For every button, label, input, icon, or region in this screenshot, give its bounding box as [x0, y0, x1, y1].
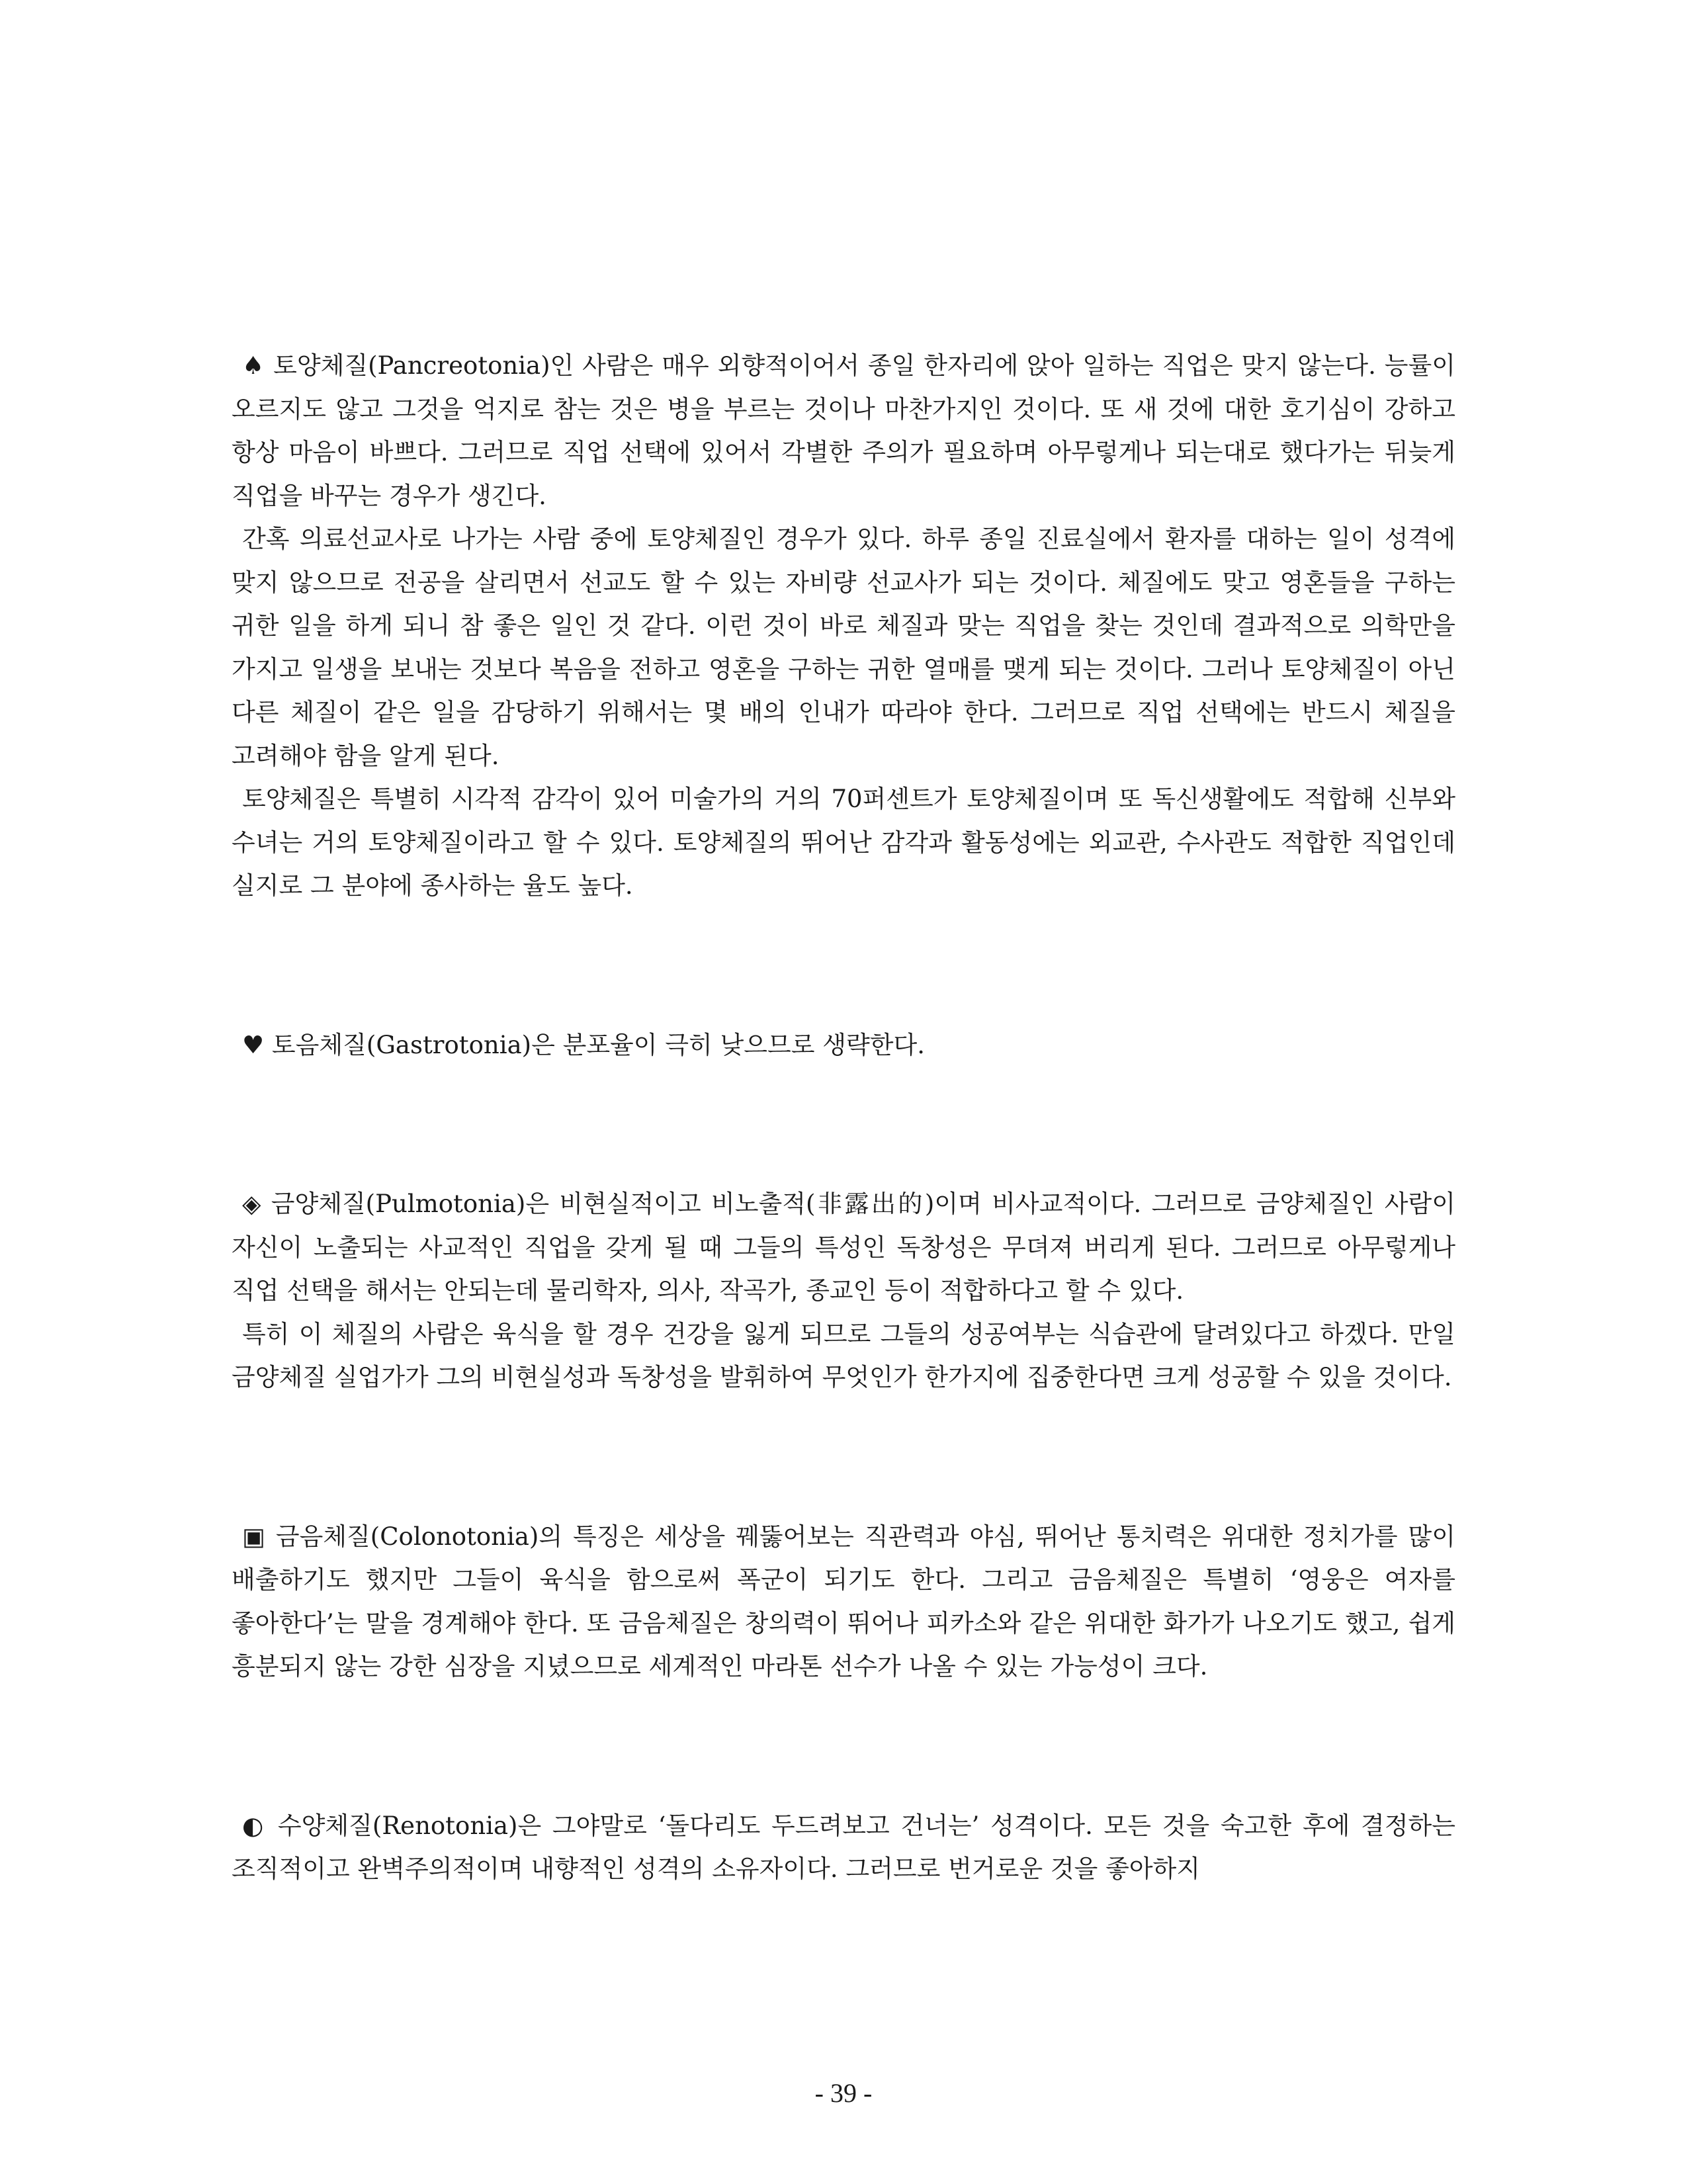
section-gap	[232, 908, 1455, 1024]
paragraph: ♠ 토양체질(Pancreotonia)인 사람은 매우 외향적이어서 종일 한자리에 앉아 일하는 직업은 맞지 않는다. 능률이 오르지도 않고 그것을 억지로 참는 것은 병을 부르는 것이나 마찬가지인 것이다. 또 새 것에 대한 호기심이 강하고 항상 마음이 바쁘다. 그러므로 직업 선택에 있어서 각별한 주의가 필요하며 아무렇게나 되는대로 했다가는 뒤늦게 직업을 바꾸는 경우가 생긴다.	[232, 351, 1455, 510]
section-gap	[232, 1399, 1455, 1515]
paragraph: 간혹 의료선교사로 나가는 사람 중에 토양체질인 경우가 있다. 하루 종일 진료실에서 환자를 대하는 일이 성격에 맞지 않으므로 전공을 살리면서 선교도 할 수 있는 자비량 선교사가 되는 것이다. 체질에도 맞고 영혼들을 구하는 귀한 일을 하게 되니 참 좋은 일인 것 같다. 이런 것이 바로 체질과 맞는 직업을 찾는 것인데 결과적으로 의학만을 가지고 일생을 보내는 것보다 복음을 전하고 영혼을 구하는 귀한 열매를 맺게 되는 것이다. 그러나 토양체질이 아닌 다른 체질이 같은 일을 감당하기 위해서는 몇 배의 인내가 따라야 한다. 그러므로 직업 선택에는 반드시 체질을 고려해야 함을 알게 된다.	[232, 525, 1455, 770]
paragraph: ◈ 금양체질(Pulmotonia)은 비현실적이고 비노출적(非露出的)이며 비사교적이다. 그러므로 금양체질인 사람이 자신이 노출되는 사교적인 직업을 갖게 될 때 그들의 특성인 독창성은 무뎌져 버리게 된다. 그러므로 아무렇게나 직업 선택을 해서는 안되는데 물리학자, 의사, 작곡가, 종교인 등이 적합하다고 할 수 있다.	[232, 1190, 1455, 1305]
paragraph: ▣ 금음체질(Colonotonia)의 특징은 세상을 꿰뚫어보는 직관력과 야심, 뛰어난 통치력은 위대한 정치가를 많이 배출하기도 했지만 그들이 육식을 함으로써 폭군이 되기도 한다. 그리고 금음체질은 특별히 ‘영웅은 여자를 좋아한다’는 말을 경계해야 한다. 또 금음체질은 창의력이 뛰어나 피카소와 같은 위대한 화가가 나오기도 했고, 쉽게 흥분되지 않는 강한 심장을 지녔으므로 세계적인 마라톤 선수가 나올 수 있는 가능성이 크다.	[232, 1522, 1455, 1681]
paragraph: 특히 이 체질의 사람은 육식을 할 경우 건강을 잃게 되므로 그들의 성공여부는 식습관에 달려있다고 하겠다. 만일 금양체질 실업가가 그의 비현실성과 독창성을 발휘하여 무엇인가 한가지에 집중한다면 크게 성공할 수 있을 것이다.	[232, 1319, 1455, 1391]
paragraph: ♥ 토음체질(Gastrotonia)은 분포율이 극히 낮으므로 생략한다.	[242, 1030, 926, 1059]
section-gap	[232, 1688, 1455, 1804]
page-number: - 39 -	[814, 2078, 873, 2108]
section-gap	[232, 1067, 1455, 1182]
section-to-yang	[232, 344, 1455, 908]
section-geum-yang	[232, 1182, 1455, 1399]
section-to-eum	[232, 1024, 1455, 1067]
section-geum-eum	[232, 1515, 1455, 1688]
section-su-yang	[232, 1804, 1455, 1891]
paragraph: ◐ 수양체질(Renotonia)은 그야말로 ‘돌다리도 두드려보고 건너는’ 성격이다. 모든 것을 숙고한 후에 결정하는 조직적이고 완벽주의적이며 내향적인 성격의 소유자이다. 그러므로 번거로운 것을 좋아하지	[232, 1811, 1455, 1883]
page-body	[232, 344, 1455, 1891]
paragraph: 토양체질은 특별히 시각적 감각이 있어 미술가의 거의 70퍼센트가 토양체질이며 또 독신생활에도 적합해 신부와 수녀는 거의 토양체질이라고 할 수 있다. 토양체질의 뛰어난 감각과 활동성에는 외교관, 수사관도 적합한 직업인데 실지로 그 분야에 종사하는 율도 높다.	[232, 785, 1455, 900]
